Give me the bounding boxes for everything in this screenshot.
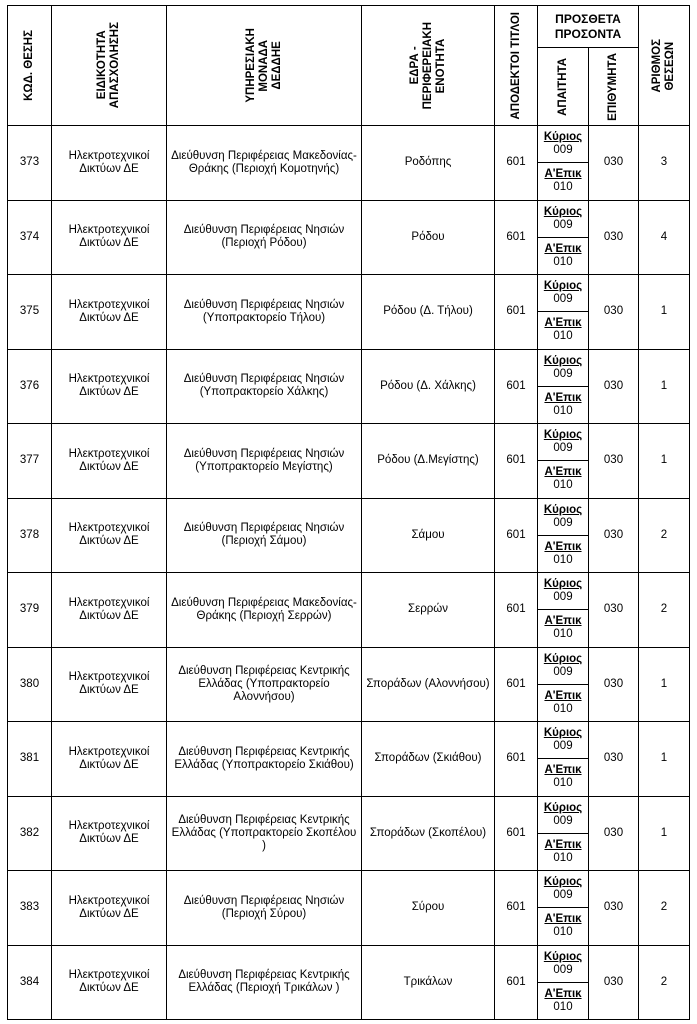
required-cell — [538, 573, 589, 648]
unit-cell: Διεύθυνση Περιφέρειας Κεντρικής Ελλάδας (Περιοχή Τρικάλων ) — [167, 945, 362, 1020]
degrees-cell: 601 — [495, 573, 538, 648]
degrees-cell: 601 — [495, 349, 538, 424]
degrees-cell: 601 — [495, 424, 538, 499]
required-secondary-code: 010 — [553, 1000, 573, 1013]
position-code: 384 — [8, 945, 52, 1020]
required-main-code: 009 — [553, 963, 573, 976]
desired-cell: 030 — [589, 275, 639, 350]
table-row — [8, 945, 690, 1020]
required-cell — [538, 275, 589, 350]
seat-cell: Ρόδου (Δ.Μεγίστης) — [362, 424, 495, 499]
positions-count: 1 — [639, 349, 690, 424]
desired-cell: 030 — [589, 871, 639, 946]
degrees-cell: 601 — [495, 647, 538, 722]
positions-count: 1 — [639, 647, 690, 722]
required-main-label: Κύριος — [543, 131, 583, 144]
required-main-code: 009 — [553, 144, 573, 157]
header-positions: ΑΡΙΘΜΟΣ ΘΕΣΕΩΝ — [639, 6, 690, 126]
required-secondary-label: Α'Επικ — [544, 913, 582, 926]
required-cell — [538, 498, 589, 573]
header-extra-qualifications: ΠΡΟΣΘΕΤΑ ΠΡΟΣΟΝΤΑ — [538, 6, 639, 48]
required-main-code: 009 — [553, 591, 573, 604]
required-secondary-code: 010 — [553, 404, 573, 417]
desired-cell: 030 — [589, 349, 639, 424]
required-main-code: 009 — [553, 516, 573, 529]
seat-cell: Ροδόπης — [362, 126, 495, 201]
seat-cell: Ρόδου — [362, 200, 495, 275]
header-unit: ΥΠΗΡΕΣΙΑΚΗ ΜΟΝΑΔΑ ΔΕΔΔΗΕ — [167, 6, 362, 126]
specialty-cell: Ηλεκτροτεχνικοί Δικτύων ΔΕ — [52, 722, 167, 797]
degrees-cell: 601 — [495, 275, 538, 350]
positions-table — [7, 5, 690, 1020]
position-code: 382 — [8, 796, 52, 871]
required-secondary-label: Α'Επικ — [544, 987, 582, 1000]
required-main-label: Κύριος — [543, 801, 583, 814]
required-secondary-code: 010 — [553, 553, 573, 566]
specialty-cell: Ηλεκτροτεχνικοί Δικτύων ΔΕ — [52, 945, 167, 1020]
unit-cell: Διεύθυνση Περιφέρειας Νησιών (Υποπρακτορείο Χάλκης) — [167, 349, 362, 424]
required-main-code: 009 — [553, 218, 573, 231]
table-body — [8, 126, 690, 1020]
degrees-cell: 601 — [495, 126, 538, 201]
unit-cell: Διεύθυνση Περιφέρειας Κεντρικής Ελλάδας (Υποπρακτορείο Σκιάθου) — [167, 722, 362, 797]
required-secondary-code: 010 — [553, 926, 573, 939]
required-secondary-label: Α'Επικ — [544, 168, 582, 181]
degrees-cell: 601 — [495, 871, 538, 946]
specialty-cell: Ηλεκτροτεχνικοί Δικτύων ΔΕ — [52, 275, 167, 350]
required-cell — [538, 349, 589, 424]
header-code: ΚΩΔ. ΘΕΣΗΣ — [8, 6, 52, 126]
seat-cell: Ρόδου (Δ. Τήλου) — [362, 275, 495, 350]
required-main-label: Κύριος — [543, 429, 583, 442]
position-code: 374 — [8, 200, 52, 275]
required-main-code: 009 — [553, 889, 573, 902]
seat-cell: Σερρών — [362, 573, 495, 648]
unit-cell: Διεύθυνση Περιφέρειας Κεντρικής Ελλάδας (Υποπρακτορείο Σκοπέλου ) — [167, 796, 362, 871]
required-secondary-label: Α'Επικ — [544, 838, 582, 851]
degrees-cell: 601 — [495, 200, 538, 275]
unit-cell: Διεύθυνση Περιφέρειας Μακεδονίας-Θράκης (Περιοχή Κομοτηνής) — [167, 126, 362, 201]
required-main-label: Κύριος — [543, 354, 583, 367]
required-secondary-code: 010 — [553, 330, 573, 343]
desired-cell: 030 — [589, 498, 639, 573]
table-row — [8, 647, 690, 722]
required-cell — [538, 871, 589, 946]
header-specialty: ΕΙΔΙΚΟΤΗΤΑ ΑΠΑΣΧΟΛΗΣΗΣ — [52, 6, 167, 126]
positions-count: 2 — [639, 945, 690, 1020]
table-row — [8, 796, 690, 871]
seat-cell: Σποράδων (Σκοπέλου) — [362, 796, 495, 871]
desired-cell: 030 — [589, 945, 639, 1020]
unit-cell: Διεύθυνση Περιφέρειας Νησιών (Υποπρακτορείο Μεγίστης) — [167, 424, 362, 499]
specialty-cell: Ηλεκτροτεχνικοί Δικτύων ΔΕ — [52, 573, 167, 648]
desired-cell: 030 — [589, 126, 639, 201]
position-code: 378 — [8, 498, 52, 573]
required-secondary-label: Α'Επικ — [544, 317, 582, 330]
required-cell — [538, 796, 589, 871]
positions-count: 2 — [639, 498, 690, 573]
required-main-label: Κύριος — [543, 950, 583, 963]
required-secondary-code: 010 — [553, 702, 573, 715]
required-secondary-code: 010 — [553, 255, 573, 268]
position-code: 377 — [8, 424, 52, 499]
required-main-label: Κύριος — [543, 727, 583, 740]
required-secondary-label: Α'Επικ — [544, 540, 582, 553]
specialty-cell: Ηλεκτροτεχνικοί Δικτύων ΔΕ — [52, 871, 167, 946]
required-main-label: Κύριος — [543, 503, 583, 516]
required-secondary-label: Α'Επικ — [544, 689, 582, 702]
unit-cell: Διεύθυνση Περιφέρειας Κεντρικής Ελλάδας (Υποπρακτορείο Αλοννήσου) — [167, 647, 362, 722]
positions-count: 1 — [639, 275, 690, 350]
required-main-label: Κύριος — [543, 205, 583, 218]
degrees-cell: 601 — [495, 498, 538, 573]
desired-cell: 030 — [589, 424, 639, 499]
unit-cell: Διεύθυνση Περιφέρειας Νησιών (Περιοχή Σύρου) — [167, 871, 362, 946]
required-cell — [538, 647, 589, 722]
required-secondary-label: Α'Επικ — [544, 391, 582, 404]
positions-count: 3 — [639, 126, 690, 201]
required-main-code: 009 — [553, 814, 573, 827]
required-secondary-code: 010 — [553, 777, 573, 790]
required-secondary-label: Α'Επικ — [544, 466, 582, 479]
table-row — [8, 126, 690, 201]
required-cell — [538, 722, 589, 797]
specialty-cell: Ηλεκτροτεχνικοί Δικτύων ΔΕ — [52, 126, 167, 201]
table-row — [8, 200, 690, 275]
required-main-code: 009 — [553, 442, 573, 455]
table-row — [8, 349, 690, 424]
table-row — [8, 424, 690, 499]
required-main-label: Κύριος — [543, 652, 583, 665]
specialty-cell: Ηλεκτροτεχνικοί Δικτύων ΔΕ — [52, 200, 167, 275]
seat-cell: Σποράδων (Αλοννήσου) — [362, 647, 495, 722]
required-cell — [538, 424, 589, 499]
positions-count: 1 — [639, 424, 690, 499]
positions-count: 4 — [639, 200, 690, 275]
position-code: 380 — [8, 647, 52, 722]
desired-cell: 030 — [589, 647, 639, 722]
position-code: 376 — [8, 349, 52, 424]
degrees-cell: 601 — [495, 945, 538, 1020]
required-main-code: 009 — [553, 293, 573, 306]
positions-count: 2 — [639, 573, 690, 648]
required-cell — [538, 200, 589, 275]
seat-cell: Τρικάλων — [362, 945, 495, 1020]
header-degrees: ΑΠΟΔΕΚΤΟΙ ΤΙΤΛΟΙ — [495, 6, 538, 126]
position-code: 379 — [8, 573, 52, 648]
required-secondary-code: 010 — [553, 628, 573, 641]
specialty-cell: Ηλεκτροτεχνικοί Δικτύων ΔΕ — [52, 424, 167, 499]
desired-cell: 030 — [589, 573, 639, 648]
seat-cell: Σάμου — [362, 498, 495, 573]
required-secondary-code: 010 — [553, 479, 573, 492]
position-code: 381 — [8, 722, 52, 797]
table-row — [8, 275, 690, 350]
desired-cell: 030 — [589, 796, 639, 871]
position-code: 373 — [8, 126, 52, 201]
header-seat: ΕΔΡΑ - ΠΕΡΙΦΕΡΕΙΑΚΗ ΕΝΟΤΗΤΑ — [362, 6, 495, 126]
required-secondary-code: 010 — [553, 181, 573, 194]
required-main-code: 009 — [553, 665, 573, 678]
degrees-cell: 601 — [495, 722, 538, 797]
specialty-cell: Ηλεκτροτεχνικοί Δικτύων ΔΕ — [52, 796, 167, 871]
specialty-cell: Ηλεκτροτεχνικοί Δικτύων ΔΕ — [52, 498, 167, 573]
unit-cell: Διεύθυνση Περιφέρειας Νησιών (Περιοχή Σάμου) — [167, 498, 362, 573]
required-main-label: Κύριος — [543, 876, 583, 889]
table-row — [8, 722, 690, 797]
required-main-code: 009 — [553, 740, 573, 753]
positions-count: 1 — [639, 722, 690, 797]
header-desired: ΕΠΙΘΥΜΗΤΑ — [589, 48, 639, 126]
required-secondary-label: Α'Επικ — [544, 242, 582, 255]
seat-cell: Ρόδου (Δ. Χάλκης) — [362, 349, 495, 424]
required-main-label: Κύριος — [543, 280, 583, 293]
table-row — [8, 871, 690, 946]
table-row — [8, 573, 690, 648]
unit-cell: Διεύθυνση Περιφέρειας Μακεδονίας-Θράκης (Περιοχή Σερρών) — [167, 573, 362, 648]
degrees-cell: 601 — [495, 796, 538, 871]
required-cell — [538, 945, 589, 1020]
required-main-label: Κύριος — [543, 578, 583, 591]
header-required: ΑΠΑΙΤΗΤΑ — [538, 48, 589, 126]
required-main-code: 009 — [553, 367, 573, 380]
desired-cell: 030 — [589, 200, 639, 275]
seat-cell: Σποράδων (Σκιάθου) — [362, 722, 495, 797]
desired-cell: 030 — [589, 722, 639, 797]
position-code: 375 — [8, 275, 52, 350]
required-secondary-label: Α'Επικ — [544, 764, 582, 777]
unit-cell: Διεύθυνση Περιφέρειας Νησιών (Υποπρακτορείο Τήλου) — [167, 275, 362, 350]
specialty-cell: Ηλεκτροτεχνικοί Δικτύων ΔΕ — [52, 647, 167, 722]
seat-cell: Σύρου — [362, 871, 495, 946]
positions-count: 1 — [639, 796, 690, 871]
required-cell — [538, 126, 589, 201]
specialty-cell: Ηλεκτροτεχνικοί Δικτύων ΔΕ — [52, 349, 167, 424]
required-secondary-code: 010 — [553, 851, 573, 864]
table-row — [8, 498, 690, 573]
required-secondary-label: Α'Επικ — [544, 615, 582, 628]
unit-cell: Διεύθυνση Περιφέρειας Νησιών (Περιοχή Ρόδου) — [167, 200, 362, 275]
position-code: 383 — [8, 871, 52, 946]
positions-count: 2 — [639, 871, 690, 946]
